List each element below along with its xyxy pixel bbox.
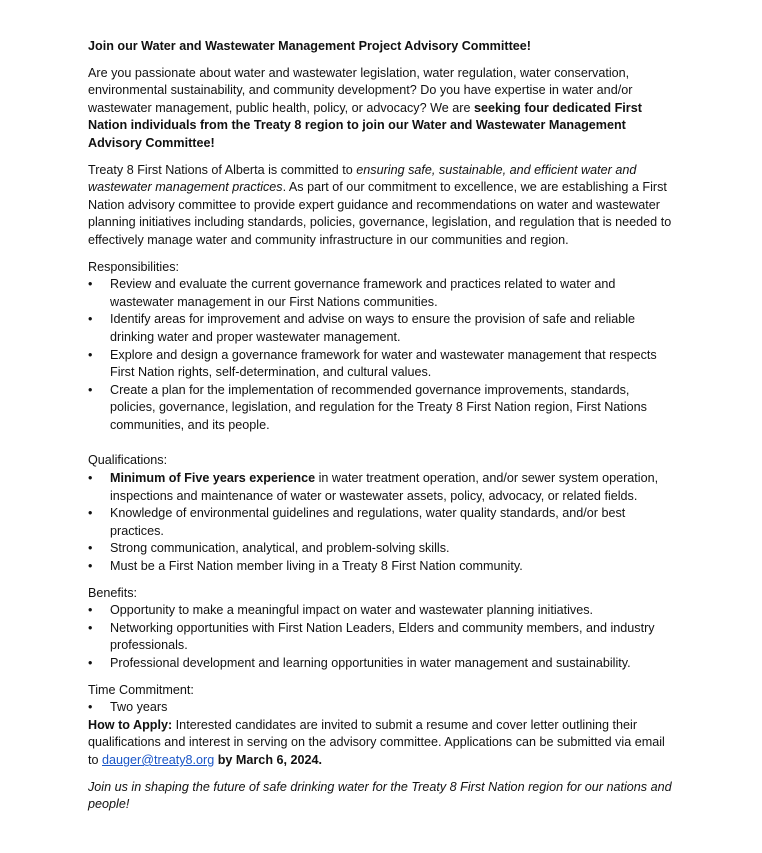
list-item: • Networking opportunities with First Nation Leaders, Elders and community members, and industry professionals.: [88, 620, 678, 655]
qualification-rest: in water treatment operation, and/or sewer system operation, inspections and maintenance of water or wastewater assets, policy, advocacy, or related fields.: [110, 471, 659, 503]
about-italic: ensuring safe, sustainable, and efficient water and wastewater management practices: [88, 162, 637, 195]
document: [88, 38, 678, 823]
benefits-heading: Benefits:: [88, 585, 138, 600]
list-item: • Opportunity to make a meaningful impact on water and wastewater planning initiatives.: [88, 602, 678, 620]
benefits-list: [88, 602, 678, 672]
about-start: Treaty 8 First Nations of Alberta is committed to: [88, 162, 357, 177]
intro-bold: seeking four dedicated First Nation individuals from the Treaty 8 region to join our Water and Wastewater Management Advisory Committee!: [88, 100, 642, 150]
responsibilities-heading: Responsibilities:: [88, 259, 179, 274]
apply-label: How to Apply:: [88, 717, 173, 732]
intro-paragraph: [88, 65, 678, 153]
time-commitment-list: [88, 699, 678, 717]
email-link[interactable]: dauger@treaty8.org: [102, 752, 215, 767]
list-item: • Strong communication, analytical, and problem-solving skills.: [88, 540, 678, 558]
list-item: • Create a plan for the implementation of recommended governance improvements, standards, policies, governance, legislation, and regulation for the Treaty 8 First Nation region, First Nations communities, and its people.: [88, 382, 678, 435]
time-commitment-heading: Time Commitment:: [88, 682, 194, 697]
list-item: • Identify areas for improvement and advise on ways to ensure the provision of safe and reliable drinking water and proper wastewater management.: [88, 311, 678, 346]
apply-deadline: by March 6, 2024.: [214, 752, 323, 767]
intro-text: Are you passionate about water and wastewater legislation, water regulation, water conservation, environmental sustainability, and community development? Do you have expertise in water and/or wastewater management, public health, policy, or advocacy? We are: [88, 65, 633, 115]
list-item: • Knowledge of environmental guidelines and regulations, water quality standards, and/or best practices.: [88, 505, 678, 540]
qualifications-heading: Qualifications:: [88, 453, 168, 468]
list-item: • Explore and design a governance framework for water and wastewater management that respects First Nation rights, self-determination, and cultural values.: [88, 347, 678, 382]
about-paragraph: [88, 162, 678, 250]
apply-text: Interested candidates are invited to submit a resume and cover letter outlining their qualifications and interest in serving on the advisory committee. Applications can be submitted via email to: [88, 717, 665, 767]
list-item: • Review and evaluate the current governance framework and practices related to water and wastewater management in our First Nations communities.: [88, 276, 678, 311]
about-end: . As part of our commitment to excellence, we are establishing a First Nation advisory committee to provide expert guidance and recommendations on water and wastewater planning initiatives including standards, policies, governance, legislation, and regulation that is needed to effectively manage water and community infrastructure in our communities and region.: [88, 180, 672, 247]
responsibilities-list: [88, 276, 678, 434]
list-item: • Two years: [88, 699, 678, 717]
apply-paragraph: [88, 717, 678, 770]
closing-paragraph: Join us in shaping the future of safe drinking water for the Treaty 8 First Nation region for our nations and people!: [88, 779, 672, 812]
list-item: • Must be a First Nation member living in a Treaty 8 First Nation community.: [88, 558, 678, 576]
list-item: [88, 470, 678, 505]
qualifications-list: [88, 470, 678, 576]
qualification-bold: Minimum of Five years experience: [110, 471, 316, 486]
list-item: • Professional development and learning opportunities in water management and sustainability.: [88, 655, 678, 673]
document-title: Join our Water and Wastewater Management Project Advisory Committee!: [88, 39, 531, 53]
